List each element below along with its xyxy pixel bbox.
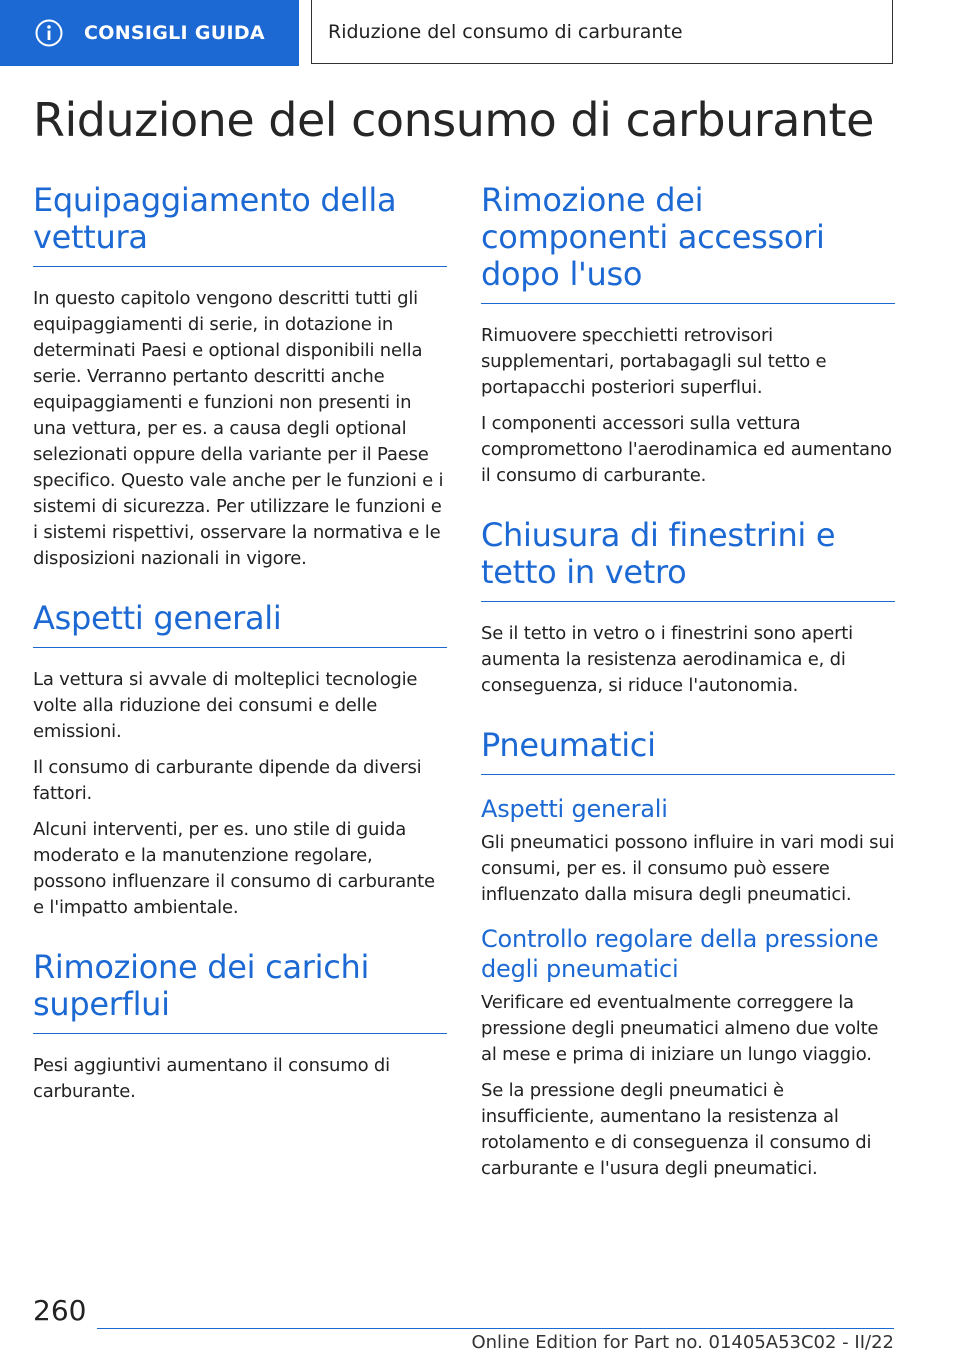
paragraph: Rimuovere specchietti retrovisori supplementari, portabagagli sul tetto e portapacchi posteriori superflui. (481, 325, 827, 398)
left-column (33, 182, 447, 1133)
section-pneumatici (481, 727, 895, 1182)
paragraph: Pesi aggiuntivi aumentano il consumo di carburante. (33, 1055, 390, 1102)
chapter-title-box (311, 0, 893, 64)
section-aspetti-generali (33, 600, 447, 921)
chapter-tab[interactable] (0, 0, 299, 66)
section-title: Chiusura di finestrini e tetto in vetro (481, 517, 895, 602)
paragraph: Verificare ed eventualmente correggere la pressione degli pneumatici almeno due volte al mese e prima di iniziare un lungo viaggio. (481, 992, 879, 1065)
section-title: Pneumatici (481, 727, 895, 775)
section-title: Equipaggiamento della vettura (33, 182, 447, 267)
paragraph: In questo capitolo vengono descritti tutti gli equipaggiamenti di serie, in dotazione in determinati Paesi e optional disponibili nella serie. Verranno pertanto descritti anche equipaggiamenti e funzioni non presenti in una vettura, per es. a causa degli optional selezionati oppure della variante per il Paese specifico. Questo vale anche per le funzioni e i sistemi di sicurezza. Per utilizzare le funzioni e i sistemi rispettivi, osservare la normativa e le disposizioni nazionali in vigore. (33, 288, 444, 569)
section-equipaggiamento (33, 182, 447, 572)
info-icon (34, 18, 64, 48)
section-finestrini-tetto (481, 517, 895, 699)
chapter-title: Riduzione del consumo di carburante (328, 20, 683, 43)
page-number: 260 (33, 1294, 87, 1327)
footer-edition: Online Edition for Part no. 01405A53C02 - II/22 (471, 1332, 894, 1353)
paragraph: La vettura si avvale di molteplici tecnologie volte alla riduzione dei consumi e delle emissioni. (33, 669, 418, 742)
page-header (0, 0, 960, 66)
paragraph: Il consumo di carburante dipende da diversi fattori. (33, 757, 422, 804)
section-carichi-superflui (33, 949, 447, 1105)
chapter-tab-label: CONSIGLI GUIDA (84, 22, 265, 44)
page-title: Riduzione del consumo di carburante (33, 93, 874, 147)
footer-divider (97, 1328, 894, 1329)
paragraph: Se la pressione degli pneumatici è insufficiente, aumentano la resistenza al rotolamento e di conseguenza il consumo di carburante e l'usura degli pneumatici. (481, 1080, 872, 1179)
section-title: Rimozione dei carichi superflui (33, 949, 447, 1034)
paragraph: Se il tetto in vetro o i finestrini sono aperti aumenta la resistenza aerodinamica e, di conseguenza, si riduce l'autonomia. (481, 623, 853, 696)
right-column (481, 182, 895, 1210)
section-title: Aspetti generali (33, 600, 447, 648)
subsection-title: Aspetti generali (481, 795, 668, 823)
paragraph: Alcuni interventi, per es. uno stile di guida moderato e la manutenzione regolare, possono influenzare il consumo di carburante e l'impatto ambientale. (33, 819, 435, 918)
section-componenti-accessori (481, 182, 895, 489)
paragraph: Gli pneumatici possono influire in vari modi sui consumi, per es. il consumo può essere influenzato dalla misura degli pneumatici. (481, 832, 895, 905)
section-title: Rimozione dei componenti accessori dopo l'uso (481, 182, 895, 304)
subsection-title: Controllo regolare della pressione degli pneumatici (481, 925, 879, 983)
paragraph: I componenti accessori sulla vettura compromettono l'aerodinamica ed aumentano il consumo di carburante. (481, 413, 892, 486)
